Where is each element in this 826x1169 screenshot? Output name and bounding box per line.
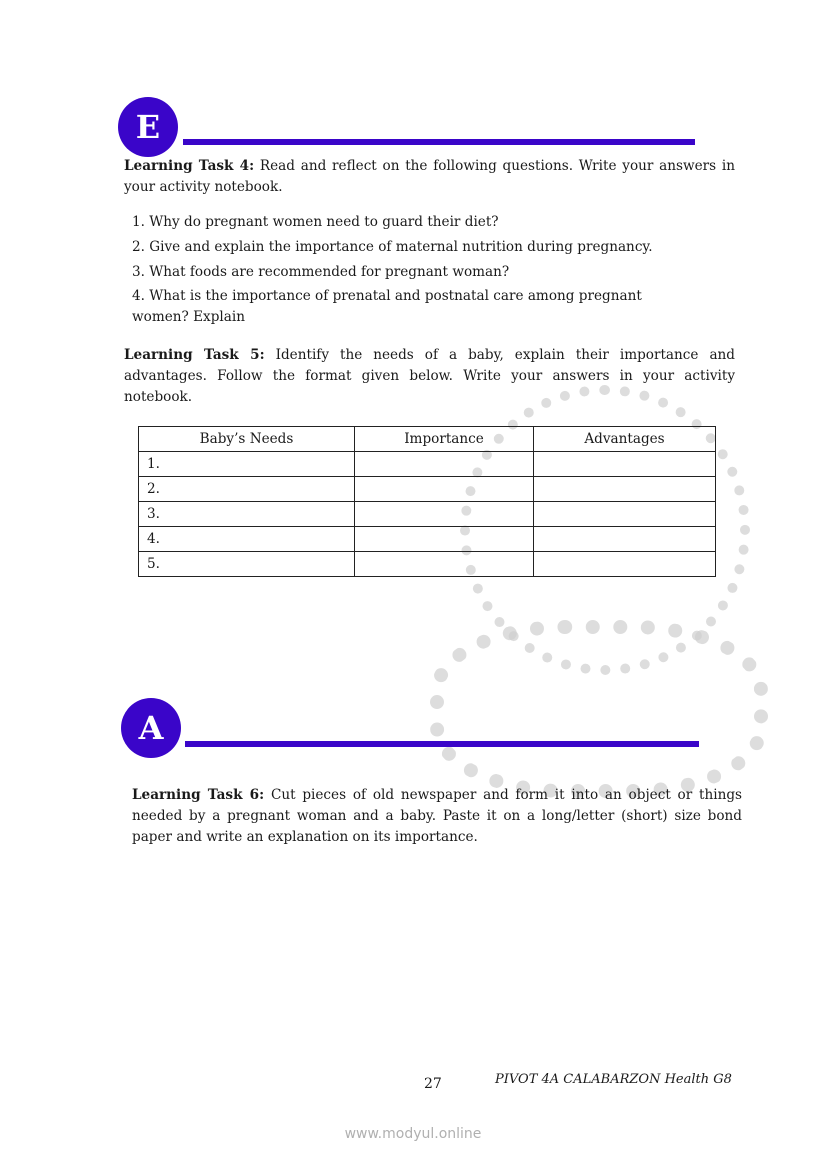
table-row bbox=[139, 502, 716, 527]
section-e-rule bbox=[183, 139, 695, 145]
cell bbox=[534, 477, 716, 502]
page-number: 27 bbox=[424, 1076, 442, 1092]
footer-title: PIVOT 4A CALABARZON Health G8 bbox=[495, 1072, 732, 1087]
watermark-seal-lower bbox=[430, 620, 768, 798]
table-row bbox=[139, 552, 716, 577]
section-a-rule bbox=[185, 741, 699, 747]
question-1: 1. Why do pregnant women need to guard their diet? bbox=[132, 214, 499, 230]
row-number: 5. bbox=[139, 552, 355, 577]
task6-text: Cut pieces of old newspaper and form it into an object or things needed by a pregnant woman and a baby. Paste it on a long/letter (short) size bond paper and write an explanation on its importance. bbox=[132, 787, 743, 845]
cell bbox=[534, 502, 716, 527]
row-number: 1. bbox=[139, 452, 355, 477]
row-number: 2. bbox=[139, 477, 355, 502]
cell bbox=[534, 452, 716, 477]
cell bbox=[355, 527, 534, 552]
task5-label: Learning Task 5: bbox=[124, 347, 265, 363]
question-2: 2. Give and explain the importance of maternal nutrition during pregnancy. bbox=[132, 239, 653, 255]
task4-label: Learning Task 4: bbox=[124, 158, 255, 174]
header-babys-needs: Baby’s Needs bbox=[139, 427, 355, 452]
cell bbox=[355, 502, 534, 527]
cell bbox=[355, 477, 534, 502]
task4-instructions bbox=[124, 156, 735, 198]
section-a-badge: A bbox=[121, 698, 181, 758]
table-row bbox=[139, 452, 716, 477]
cell bbox=[355, 452, 534, 477]
question-4: 4. What is the importance of prenatal and postnatal care among pregnant women? Explain bbox=[132, 288, 642, 325]
task4-text: Read and reflect on the following questions. Write your answers in your activity notebook. bbox=[124, 158, 735, 195]
cell bbox=[534, 552, 716, 577]
task5-instructions bbox=[124, 345, 735, 408]
site-watermark: www.modyul.online bbox=[344, 1126, 482, 1142]
question-3: 3. What foods are recommended for pregnant woman? bbox=[132, 264, 510, 280]
baby-needs-table bbox=[138, 426, 716, 577]
section-e-badge: E bbox=[118, 97, 178, 157]
table-header-row bbox=[139, 427, 716, 452]
cell bbox=[534, 527, 716, 552]
row-number: 3. bbox=[139, 502, 355, 527]
table-row bbox=[139, 527, 716, 552]
header-advantages: Advantages bbox=[534, 427, 716, 452]
table-row bbox=[139, 477, 716, 502]
cell bbox=[355, 552, 534, 577]
task5-text: Identify the needs of a baby, explain their importance and advantages. Follow the format given below. Write your answers in your activity notebook. bbox=[124, 347, 736, 405]
header-importance: Importance bbox=[355, 427, 534, 452]
task6-label: Learning Task 6: bbox=[132, 787, 265, 803]
row-number: 4. bbox=[139, 527, 355, 552]
task6-instructions bbox=[132, 785, 742, 848]
